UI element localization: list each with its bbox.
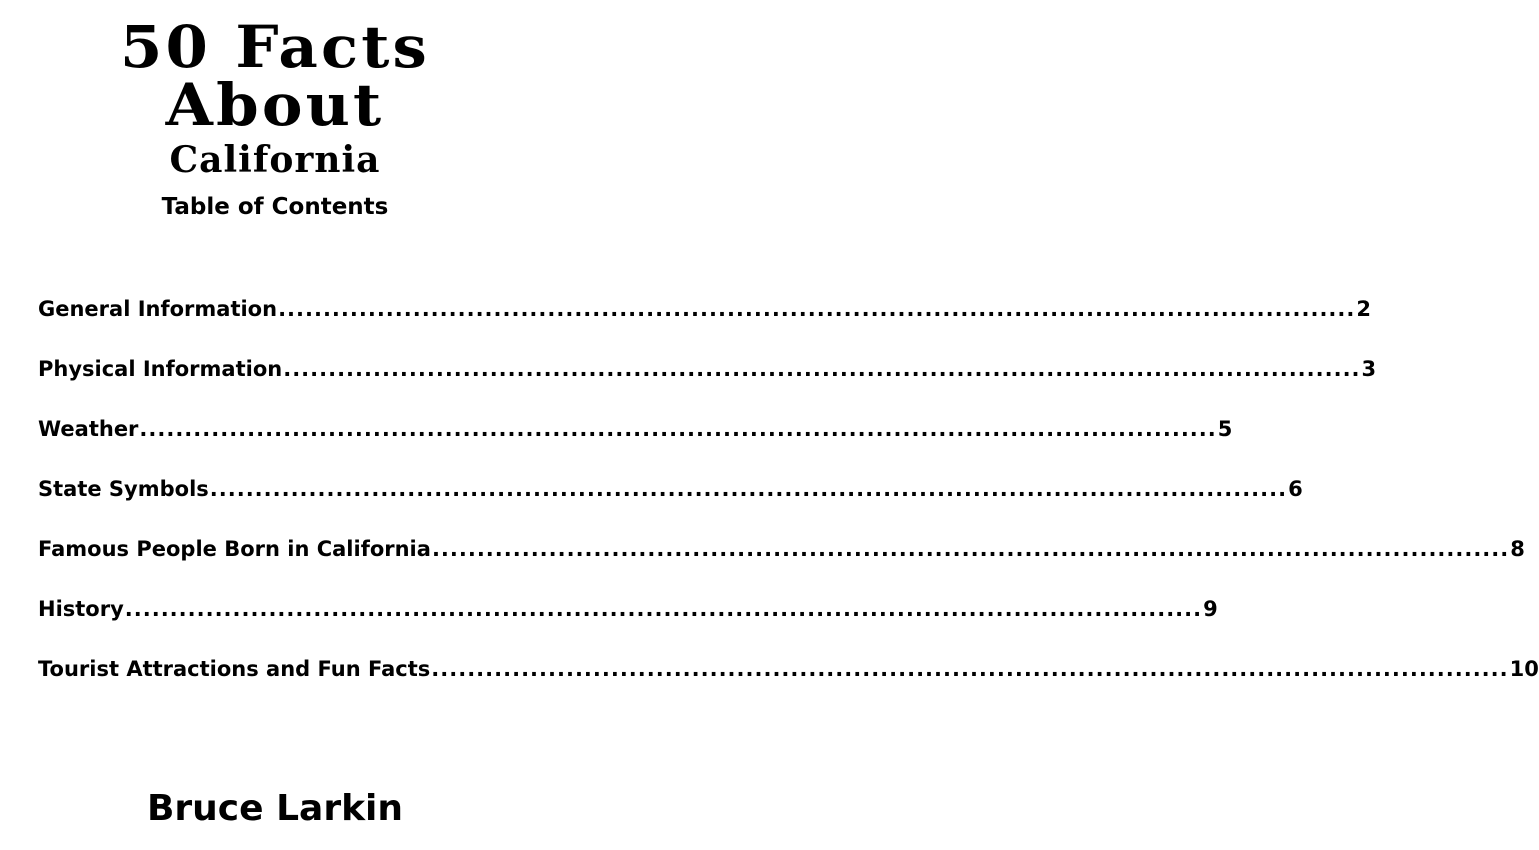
toc-leader-dots: ........................................................................................................................ bbox=[283, 357, 1361, 381]
toc-item-page: 2 bbox=[1356, 297, 1371, 321]
toc-item-physical-information[interactable] bbox=[38, 354, 1377, 414]
toc-item-label: State Symbols bbox=[38, 477, 209, 501]
toc-item-weather[interactable] bbox=[38, 414, 1233, 474]
toc-item-state-symbols[interactable] bbox=[38, 474, 1303, 534]
toc-item-label: Weather bbox=[38, 417, 139, 441]
toc-item-tourist-attractions[interactable] bbox=[38, 654, 1539, 714]
toc-leader-dots: ........................................................................................................................ bbox=[431, 657, 1509, 681]
toc-item-page: 6 bbox=[1288, 477, 1303, 501]
toc-item-label: Tourist Attractions and Fun Facts bbox=[38, 657, 431, 681]
toc-item-label: History bbox=[38, 597, 124, 621]
toc-leader-dots: ........................................................................................................................ bbox=[139, 417, 1217, 441]
table-of-contents bbox=[38, 294, 1539, 714]
toc-item-page: 5 bbox=[1217, 417, 1233, 441]
toc-item-page: 10 bbox=[1509, 657, 1539, 681]
toc-leader-dots: ........................................................................................................................ bbox=[431, 537, 1510, 561]
toc-item-page: 3 bbox=[1361, 357, 1377, 381]
toc-item-page: 9 bbox=[1203, 597, 1218, 621]
title-line-2: About bbox=[165, 71, 385, 139]
toc-item-general-information[interactable] bbox=[38, 294, 1371, 354]
toc-leader-dots: ........................................................................................................................ bbox=[209, 477, 1288, 501]
toc-heading: Table of Contents bbox=[161, 194, 389, 220]
toc-item-label: Famous People Born in California bbox=[38, 537, 431, 561]
title-line-1: 50 Facts bbox=[119, 13, 431, 81]
toc-item-history[interactable] bbox=[38, 594, 1218, 654]
toc-leader-dots: ........................................................................................................................ bbox=[124, 597, 1203, 621]
author-name: Bruce Larkin bbox=[146, 788, 403, 829]
title-line-3: California bbox=[169, 139, 381, 181]
toc-item-label: General Information bbox=[38, 297, 278, 321]
toc-leader-dots: ........................................................................................................................ bbox=[278, 297, 1356, 321]
toc-item-label: Physical Information bbox=[38, 357, 283, 381]
toc-item-famous-people[interactable] bbox=[38, 534, 1525, 594]
toc-item-page: 8 bbox=[1510, 537, 1525, 561]
